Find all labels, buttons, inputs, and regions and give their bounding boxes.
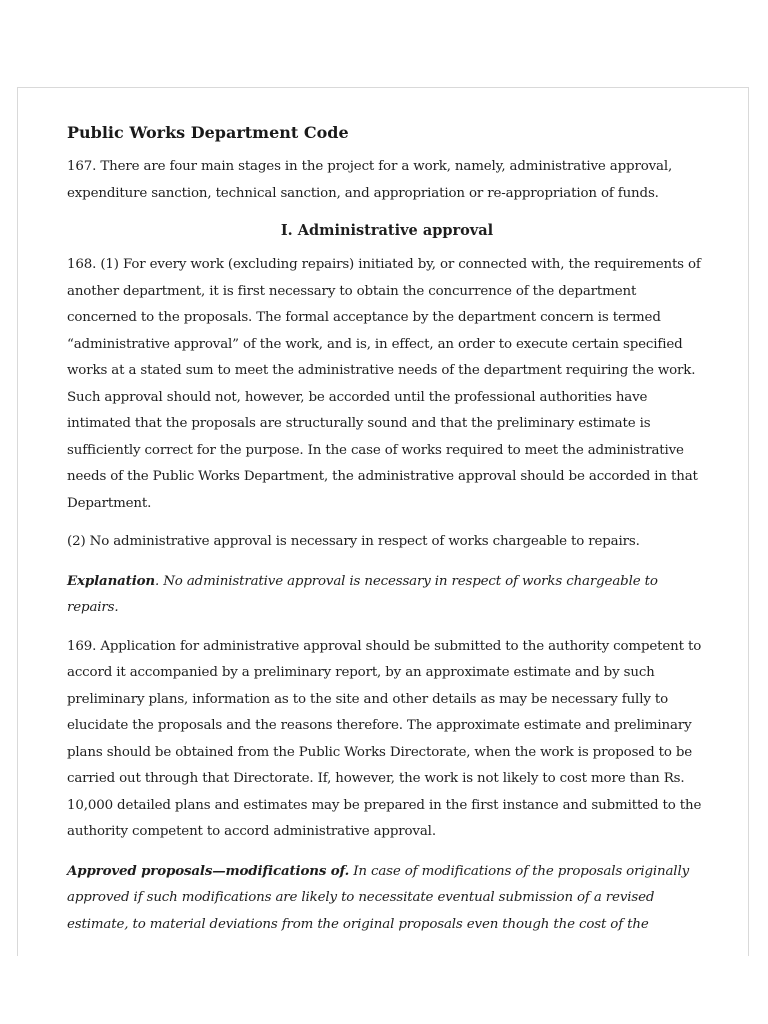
document-title: Public Works Department Code xyxy=(67,123,349,142)
paragraph-168-1: 168. (1) For every work (excluding repairs) initiated by, or connected with, the requirements of another department, it is first necessary to obtain the concurrence of the department concerned to the proposals. The formal acceptance by the department concern is termed “administrative approval” of the work, and is, in effect, an order to execute certain specified works at a stated sum to meet the administrative needs of the department requiring the work. Such approval should not, however, be accorded until the professional authorities have intimated that the proposals are structurally sound and that the preliminary estimate is sufficiently correct for the purpose. In the case of works required to meet the administrative needs of the Public Works Department, the administrative approval should be accorded in that Department. xyxy=(67,257,701,511)
paragraph-168-2: (2) No administrative approval is necessary in respect of works chargeable to repairs. xyxy=(67,534,640,549)
paragraph-169: 169. Application for administrative approval should be submitted to the authority competent to accord it accompanied by a preliminary report, by an approximate estimate and by such preliminary plans, information as to the site and other details as may be necessary fully to elucidate the proposals and the reasons therefore. The approximate estimate and preliminary plans should be obtained from the Public Works Directorate, when the work is proposed to be carried out through that Directorate. If, however, the work is not likely to cost more than Rs. 10,000 detailed plans and estimates may be prepared in the first instance and submitted to the authority competent to accord administrative approval. xyxy=(67,638,702,839)
approved-proposals-text: In case of modifications of the proposals originally approved if such modifications are likely to necessitate eventual submission of a revised estimate, to material deviations from the original proposals even though the cost of the xyxy=(67,863,689,932)
document-panel xyxy=(17,87,749,956)
paragraph-167: 167. There are four main stages in the project for a work, namely, administrative approval, expenditure sanction, technical sanction, and appropriation or re-appropriation of funds. xyxy=(67,159,673,201)
section-heading-administrative-approval: I. Administrative approval xyxy=(280,222,494,239)
explanation-text: . No administrative approval is necessary in respect of works chargeable to repairs. xyxy=(67,573,658,615)
approved-proposals-note xyxy=(67,858,707,939)
approved-proposals-lead: Approved proposals—modifications of. xyxy=(67,862,350,879)
explanation-note xyxy=(67,568,707,622)
explanation-lead: Explanation xyxy=(67,572,156,589)
document-content xyxy=(67,121,707,950)
